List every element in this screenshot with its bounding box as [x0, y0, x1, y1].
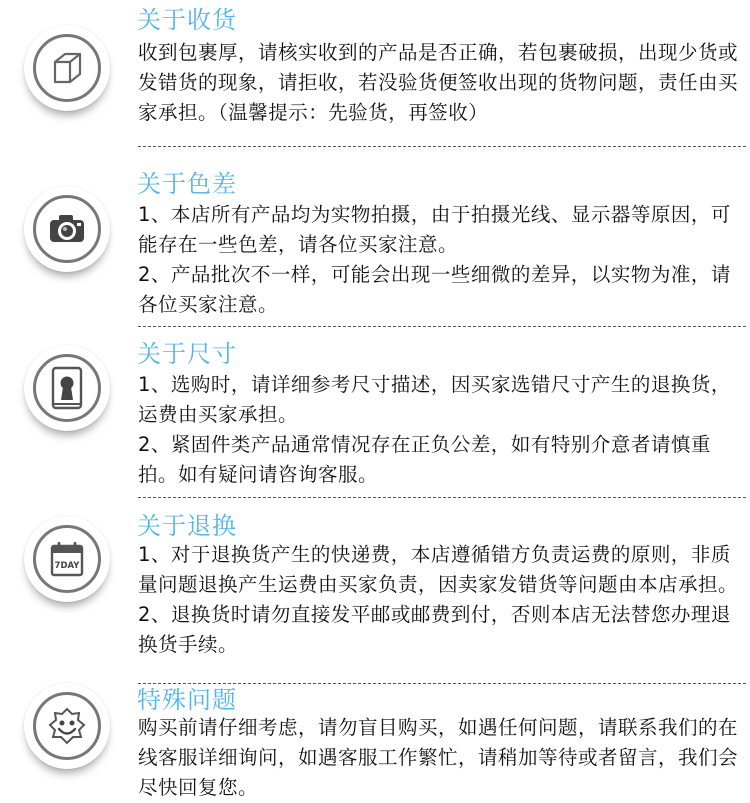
- icon-badge: [24, 683, 110, 769]
- box-icon: [47, 48, 87, 88]
- icon-badge: [24, 345, 110, 431]
- icon-badge: [24, 25, 110, 111]
- divider: [138, 683, 746, 684]
- paragraph: 2、退换货时请勿直接发平邮或邮费到付，否则本店无法替您办理退换货手续。: [138, 603, 731, 656]
- paragraph: 1、对于退换货产生的快递费，本店遵循错方负责运费的原则，非质量问题退换产生运费由买家负责，因卖家发错货等问题由本店承担。: [138, 543, 739, 596]
- section-title: 关于色差: [137, 170, 237, 198]
- section-body: [138, 200, 744, 320]
- paragraph: 收到包裹厚，请核实收到的产品是否正确，若包裹破损，出现少货或发错货的现象，请拒收，若没验货便签收出现的货物问题，责任由买家承担。（温馨提示：先验货，再签收）: [138, 41, 739, 124]
- section-body: [138, 370, 744, 490]
- section-title: 关于退换: [137, 512, 237, 540]
- paragraph: 1、选购时，请详细参考尺寸描述，因买家选错尺寸产生的退换货，运费由买家承担。: [138, 373, 731, 426]
- calendar-icon: [47, 539, 87, 579]
- paragraph: 购买前请仔细考虑，请勿盲目购买，如遇任何问题，请联系我们的在线客服详细询问，如遇客服工作繁忙，请稍加等待或者留言，我们会尽快回复您。: [138, 716, 739, 799]
- divider: [138, 326, 746, 327]
- paragraph: 2、紧固件类产品通常情况存在正负公差，如有特别介意者请慎重拍。如有疑问请咨询客服。: [138, 433, 711, 486]
- divider: [138, 146, 746, 147]
- icon-badge: [24, 516, 110, 602]
- section-body: [138, 38, 744, 128]
- calendar-icon-label: 7DAY: [54, 561, 80, 571]
- section-title: 特殊问题: [137, 686, 237, 714]
- divider: [138, 497, 746, 498]
- section-body: [138, 540, 744, 660]
- icon-badge: [24, 186, 110, 272]
- camera-icon: [46, 209, 88, 249]
- section-body: [138, 713, 744, 803]
- section-title: 关于收货: [137, 6, 237, 34]
- section-title: 关于尺寸: [137, 340, 237, 368]
- paragraph: 2、产品批次不一样，可能会出现一些细微的差异，以实物为准，请各位买家注意。: [138, 263, 731, 316]
- keyhole-icon: [49, 366, 85, 410]
- smiley-icon: [46, 705, 88, 747]
- paragraph: 1、本店所有产品均为实物拍摄，由于拍摄光线、显示器等原因，可能存在一些色差，请各位买家注意。: [138, 203, 731, 256]
